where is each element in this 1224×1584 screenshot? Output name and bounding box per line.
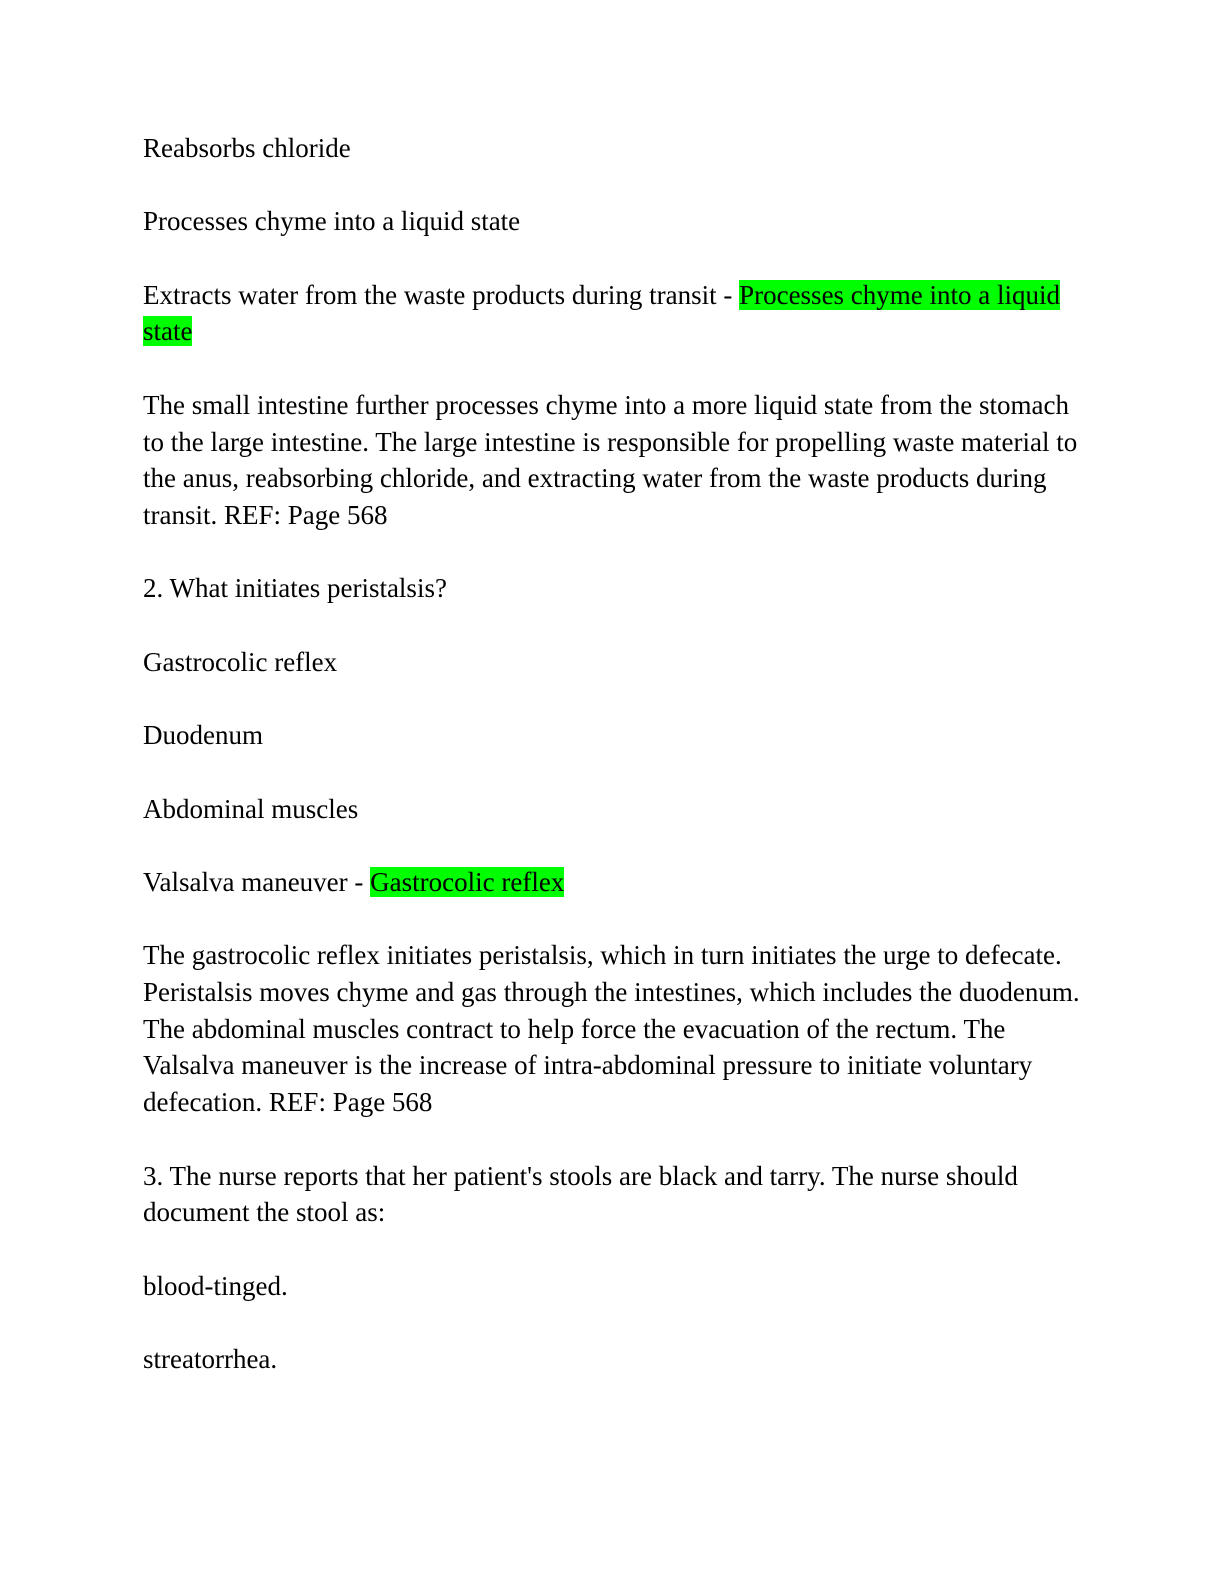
option-abdominal-muscles: Abdominal muscles <box>143 793 359 824</box>
question-3: 3. The nurse reports that her patient's stools are black and tarry. The nurse should document the stool as: <box>143 1160 1018 1228</box>
option-text: Valsalva maneuver - <box>143 866 371 897</box>
option-reabsorbs-chloride: Reabsorbs chloride <box>143 133 351 163</box>
rationale-paragraph: The gastrocolic reflex initiates peristalsis, which in turn initiates the urge to defecate. Peristalsis moves chyme and gas through the intestines, which includes the duodenum. The abdominal muscles contract to help force the evacuation of the rectum. The Valsalva maneuver is the increase of intra-abdominal pressure to initiate voluntary defecation. REF: Page 568 <box>143 940 1080 1118</box>
question-2: 2. What initiates peristalsis? <box>143 573 447 604</box>
document-page <box>143 130 1083 1414</box>
option-valsalva-with-answer <box>143 864 1083 901</box>
option-gastrocolic-reflex: Gastrocolic reflex <box>143 646 338 677</box>
option-extracts-water-with-answer <box>143 277 1083 350</box>
highlighted-answer: Gastrocolic reflex <box>370 866 565 897</box>
option-blood-tinged: blood-tinged. <box>143 1270 288 1301</box>
option-streatorrhea: streatorrhea. <box>143 1344 278 1375</box>
rationale-paragraph: The small intestine further processes chyme into a more liquid state from the stomach to the large intestine. The large intestine is responsible for propelling waste material to the anus, reabsorbing chloride, and extracting water from the waste products during transit. REF: Page 568 <box>143 389 1078 530</box>
option-duodenum: Duodenum <box>143 720 263 751</box>
highlighted-answer: Processes chyme into a liquid state <box>143 279 1061 347</box>
option-processes-chyme: Processes chyme into a liquid state <box>143 206 521 237</box>
option-text: Extracts water from the waste products during transit - <box>143 279 740 310</box>
